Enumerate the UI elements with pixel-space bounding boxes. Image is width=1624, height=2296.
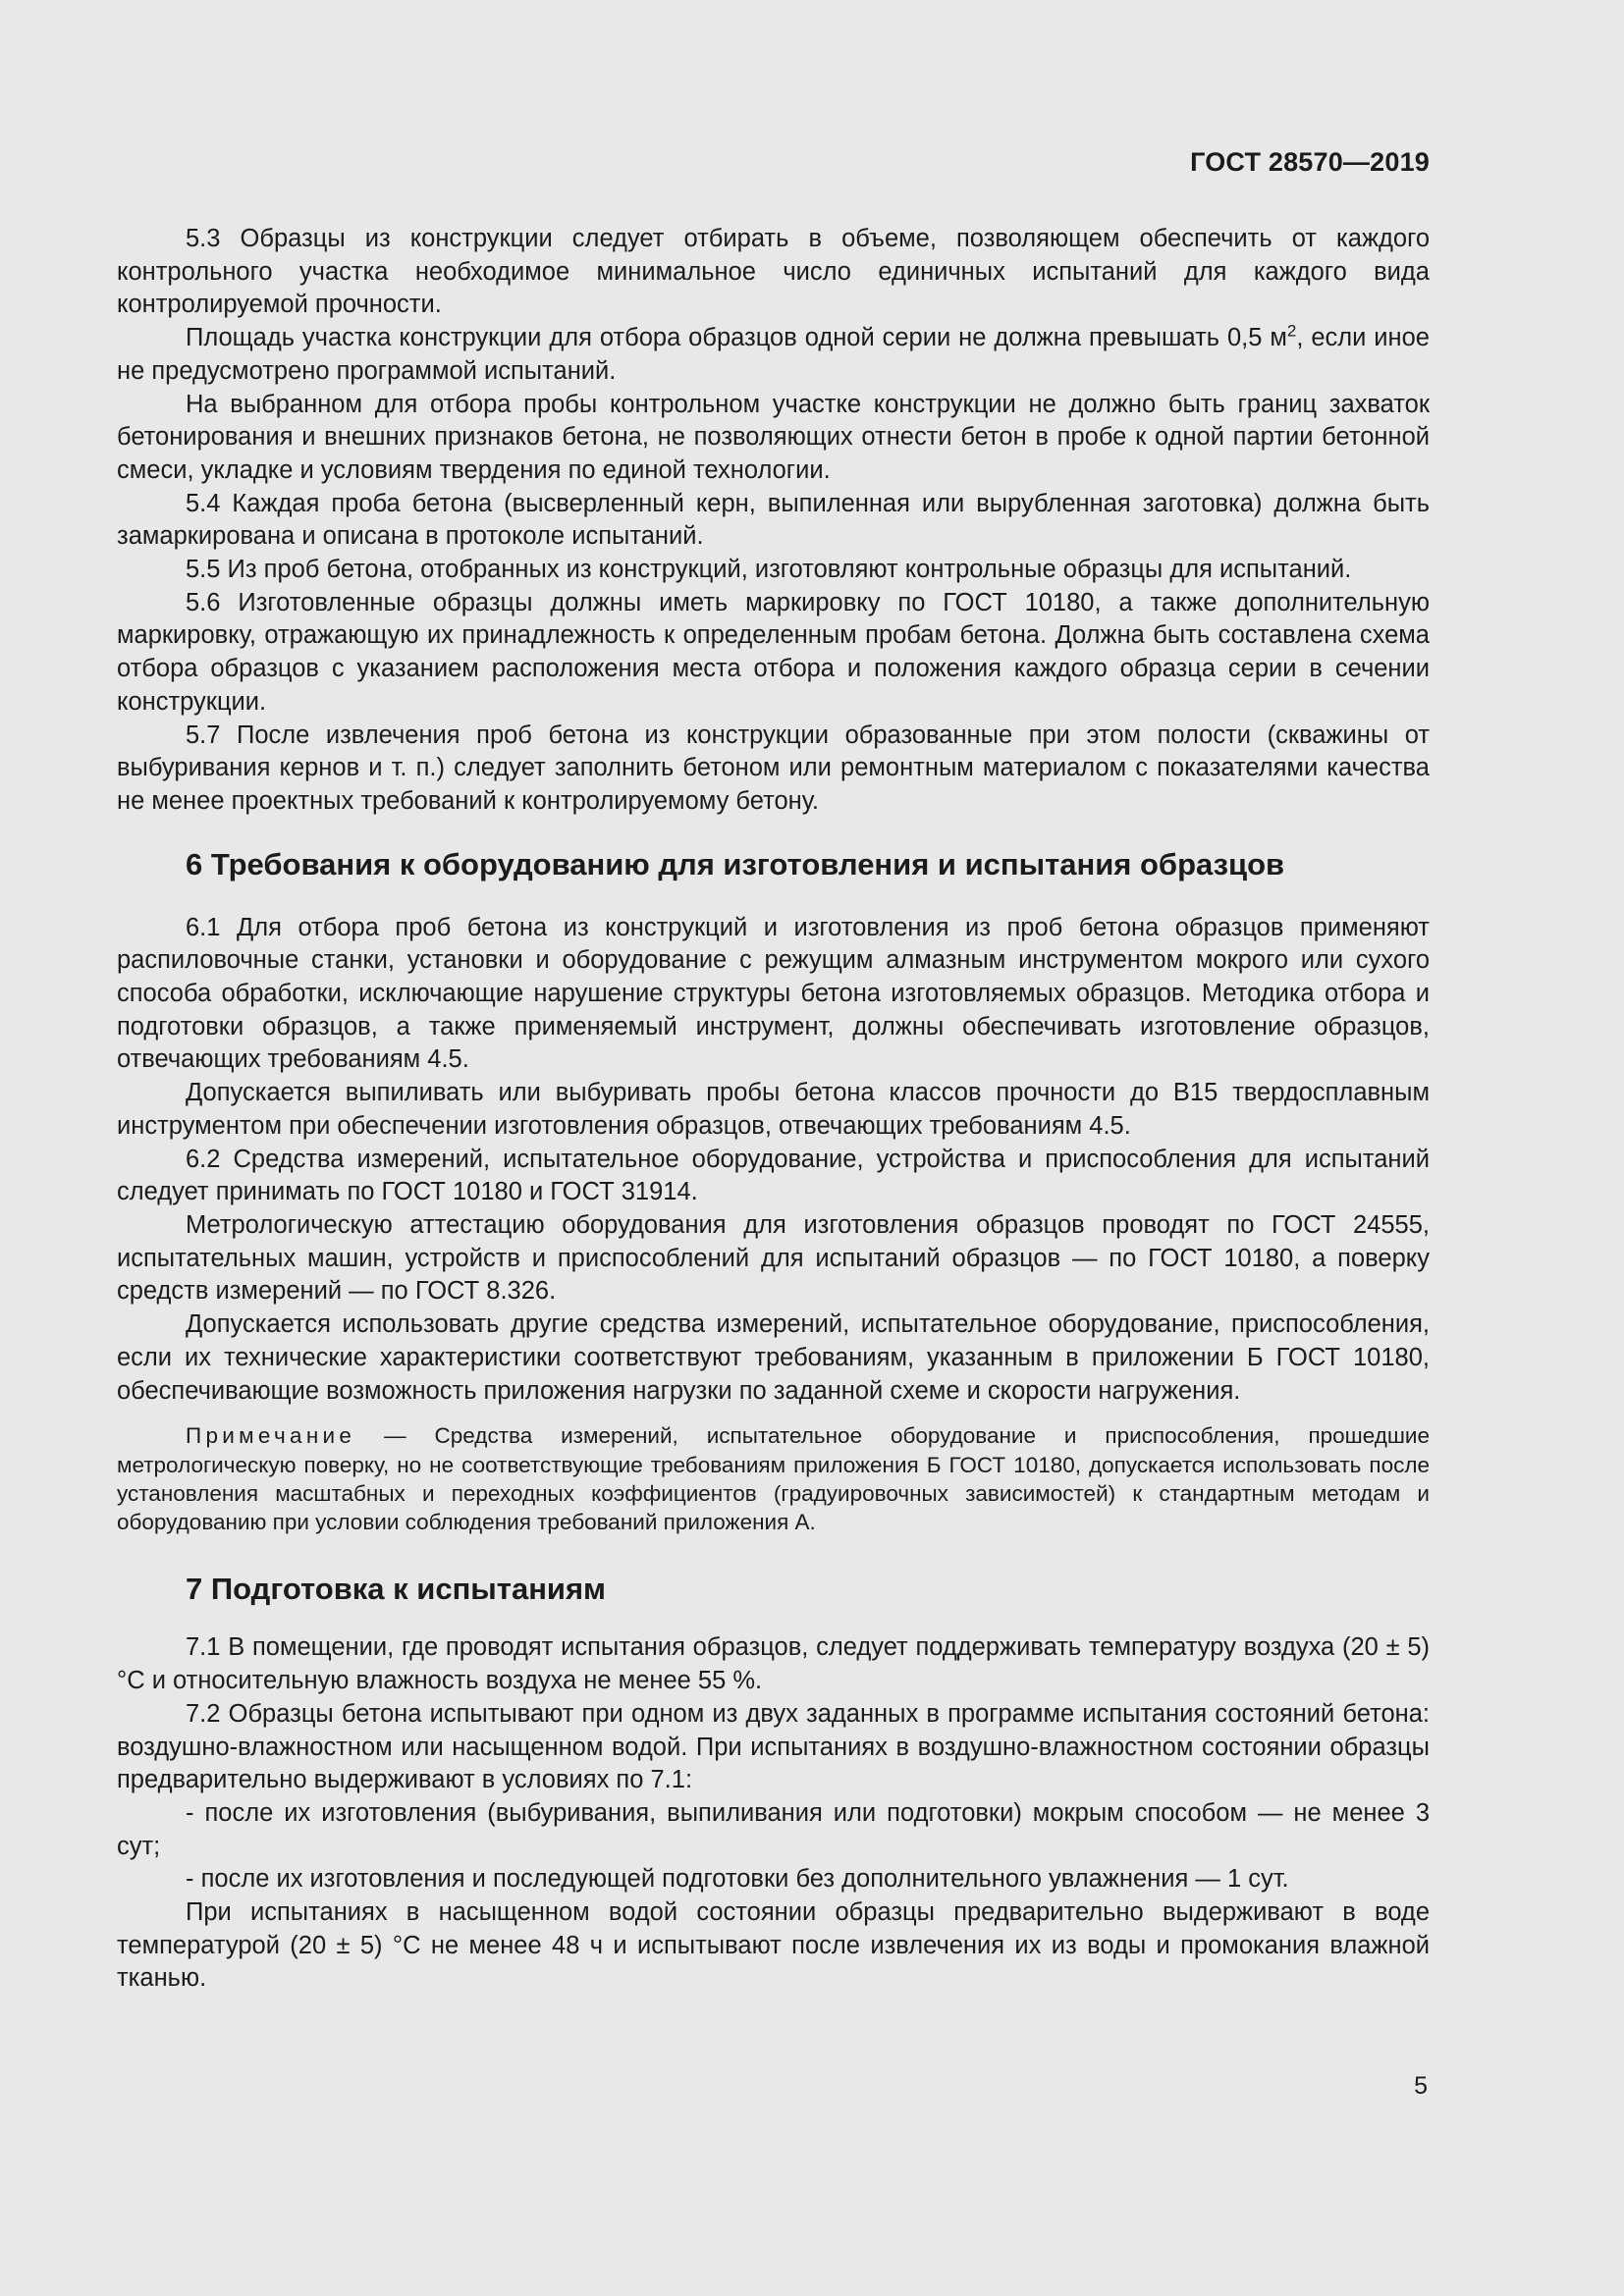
section-6-heading: 6 Требования к оборудованию для изготовления и испытания образцов — [186, 846, 1285, 881]
note-label: Примечание — [186, 1423, 356, 1449]
paragraph-5-3: 5.3 Образцы из конструкции следует отбирать в объеме, позволяющем обеспечить от каждого контрольного участка необходимое минимальное число единичных испытаний для каждого вида контролируемой прочности. — [117, 225, 1430, 319]
note-text: — Средства измерений, испытательное оборудование и приспособления, прошедшие метрологическую поверку, но не соответствующие требованиям приложения Б ГОСТ 10180, допускается использовать после установления масштабных и переходных коэффициентов (градуировочных зависимостей) к стандартным методам и оборудованию при условии соблюдения требований приложения А. — [117, 1423, 1430, 1535]
standard-designation: ГОСТ 28570—2019 — [1190, 147, 1430, 177]
paragraph-7-1: 7.1 В помещении, где проводят испытания образцов, следует поддерживать температуру воздуха (20 ± 5) °C и относительную влажность воздуха не менее 55 %. — [117, 1633, 1430, 1695]
paragraph-saturated: При испытаниях в насыщенном водой состоянии образцы предварительно выдерживают в воде температурой (20 ± 5) °C не менее 48 ч и испытывают после извлечения их из воды и промокания влажной тканью. — [117, 1898, 1430, 1993]
paragraph-metrology: Метрологическую аттестацию оборудования для изготовления образцов проводят по ГОСТ 24555, испытательных машин, устройств и приспособлений для испытаний образцов — по ГОСТ 10180, а поверку средств измерений — по ГОСТ 8.326. — [117, 1210, 1430, 1306]
list-item-no-moistening: - после их изготовления и последующей подготовки без дополнительного увлажнения — 1 сут. — [186, 1865, 1289, 1894]
paragraph-5-6: 5.6 Изготовленные образцы должны иметь маркировку по ГОСТ 10180, а также дополнительную маркировку, отражающую их принадлежность к определенным пробам бетона. Должна быть составлена схема отбора образцов с указанием расположения места отбора и положения каждого образца серии в сечении конструкции. — [117, 588, 1430, 716]
paragraph-selected-area: На выбранном для отбора пробы контрольном участке конструкции не должно быть границ захваток бетонирования и внешних признаков бетона, не позволяющих отнести бетон в пробе к одной партии бетонной смеси, укладке и условиям твердения по единой технологии. — [117, 390, 1430, 484]
paragraph-5-5: 5.5 Из проб бетона, отобранных из конструкций, изготовляют контрольные образцы для испытаний. — [186, 556, 1352, 584]
note — [117, 1421, 1430, 1536]
list-item-wet-method: - после их изготовления (выбуривания, выпиливания или подготовки) мокрым способом — не менее 3 сут; — [117, 1798, 1430, 1860]
section-7-heading: 7 Подготовка к испытаниям — [186, 1572, 606, 1607]
paragraph-6-2: 6.2 Средства измерений, испытательное оборудование, устройства и приспособления для испытаний следует принимать по ГОСТ 10180 и ГОСТ 31914. — [117, 1145, 1430, 1206]
paragraph-5-7: 5.7 После извлечения проб бетона из конструкции образованные при этом полости (скважины от выбуривания кернов и т. п.) следует заполнить бетоном или ремонтным материалом с показателями качества не менее проектных требований к контролируемому бетону. — [117, 721, 1430, 815]
paragraph-5-4: 5.4 Каждая проба бетона (высверленный керн, выпиленная или вырубленная заготовка) должна быть замаркирована и описана в протоколе испытаний. — [117, 489, 1430, 551]
paragraph-area-limit — [117, 322, 1430, 388]
paragraph-6-1: 6.1 Для отбора проб бетона из конструкций и изготовления из проб бетона образцов применяют распиловочные станки, установки и оборудование с режущим алмазным инструментом мокрого или сухого способа обработки, исключающие нарушение структуры бетона изготовляемых образцов. Методика отбора и подготовки образцов, а также применяемый инструмент, должны обеспечивать изготовление образцов, отвечающих требованиям 4.5. — [117, 913, 1430, 1074]
paragraph-allowed-cutting: Допускается выпиливать или выбуривать пробы бетона классов прочности до В15 твердосплавным инструментом при обеспечении изготовления образцов, отвечающих требованиям 4.5. — [117, 1079, 1430, 1140]
page-content — [117, 223, 1430, 1996]
page-number: 5 — [1414, 2072, 1428, 2100]
area-text-before: Площадь участка конструкции для отбора образцов одной серии не должна превышать 0,5 м — [186, 324, 1287, 352]
paragraph-allowed-equipment: Допускается использовать другие средства измерений, испытательное оборудование, приспособления, если их технические характеристики соответствуют требованиям, указанным в приложении Б ГОСТ 10180, обеспечивающие возможность приложения нагрузки по заданной схеме и скорости нагружения. — [117, 1310, 1430, 1405]
paragraph-7-2: 7.2 Образцы бетона испытывают при одном из двух заданных в программе испытания состояний бетона: воздушно-влажностном или насыщенном водой. При испытаниях в воздушно-влажностном состоянии образцы предварительно выдерживают в условиях по 7.1: — [117, 1699, 1430, 1794]
area-superscript: 2 — [1286, 321, 1297, 341]
area-text-after: , если иное не предусмотрено программой испытаний. — [117, 324, 1430, 385]
